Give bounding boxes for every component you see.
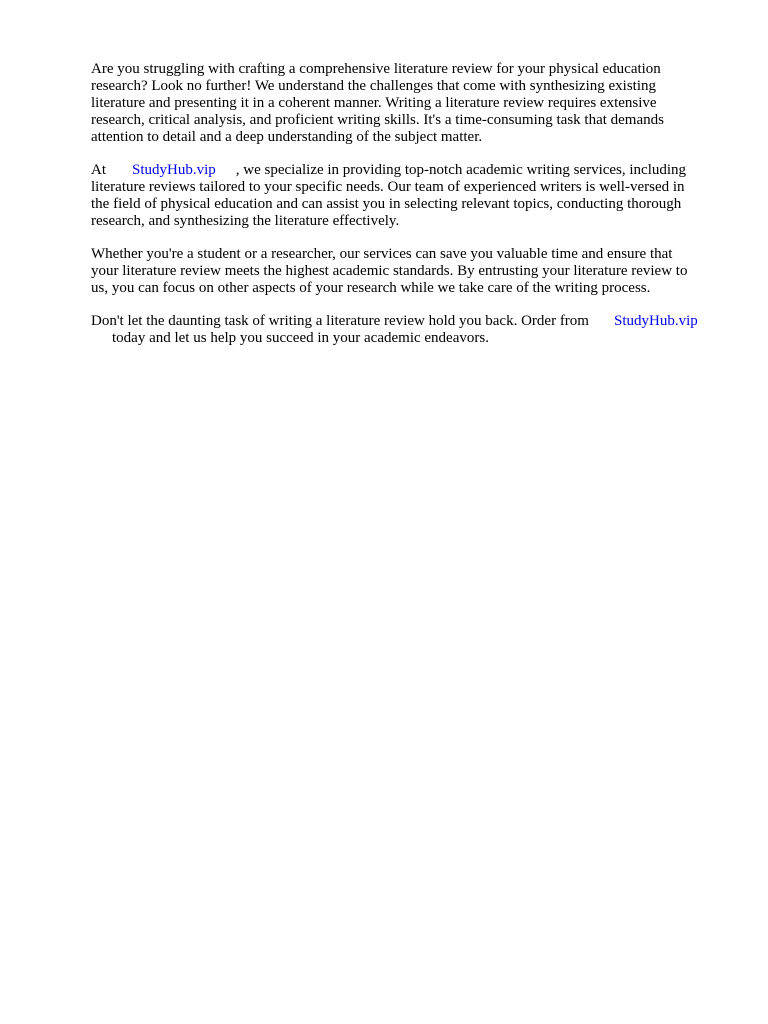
paragraph-call-to-action [91, 313, 698, 347]
text-line: us, you can focus on other aspects of your research while we take care of the writing process. [91, 280, 651, 296]
text-cta: Don't let the daunting task of writing a literature review hold you back. Order from [91, 313, 589, 329]
paragraph-benefits [91, 246, 691, 297]
studyhub-link[interactable]: StudyHub.vip [132, 162, 216, 178]
text-line [91, 162, 691, 179]
text-line: research? Look no further! We understand the challenges that come with synthesizing existing [91, 78, 657, 94]
text-cta-end: today and let us help you succeed in your academic endeavors. [112, 330, 489, 346]
text-line [91, 330, 691, 347]
text-rest: , we specialize in providing top-notch academic writing services, including [235, 162, 687, 178]
text-line: research, and synthesizing the literature effectively. [91, 213, 400, 229]
text-line: your literature review meets the highest academic standards. By entrusting your literature review to [91, 263, 688, 279]
text-line [91, 313, 698, 330]
text-line: Whether you're a student or a researcher, our services can save you valuable time and ensure that [91, 246, 673, 262]
text-line: literature and presenting it in a coherent manner. Writing a literature review requires extensive [91, 95, 657, 111]
text-line: research, critical analysis, and proficient writing skills. It's a time-consuming task that demands [91, 112, 664, 128]
text-line: Are you struggling with crafting a comprehensive literature review for your physical education [91, 61, 661, 77]
text-prefix: At [91, 162, 106, 178]
paragraph-services [91, 162, 691, 230]
studyhub-link[interactable]: StudyHub.vip [613, 313, 698, 329]
text-line: literature reviews tailored to your specific needs. Our team of experienced writers is well-versed in [91, 179, 685, 195]
text-line: the field of physical education and can assist you in selecting relevant topics, conducting thorough [91, 196, 682, 212]
paragraph-intro [91, 61, 691, 146]
text-line: attention to detail and a deep understanding of the subject matter. [91, 129, 483, 145]
